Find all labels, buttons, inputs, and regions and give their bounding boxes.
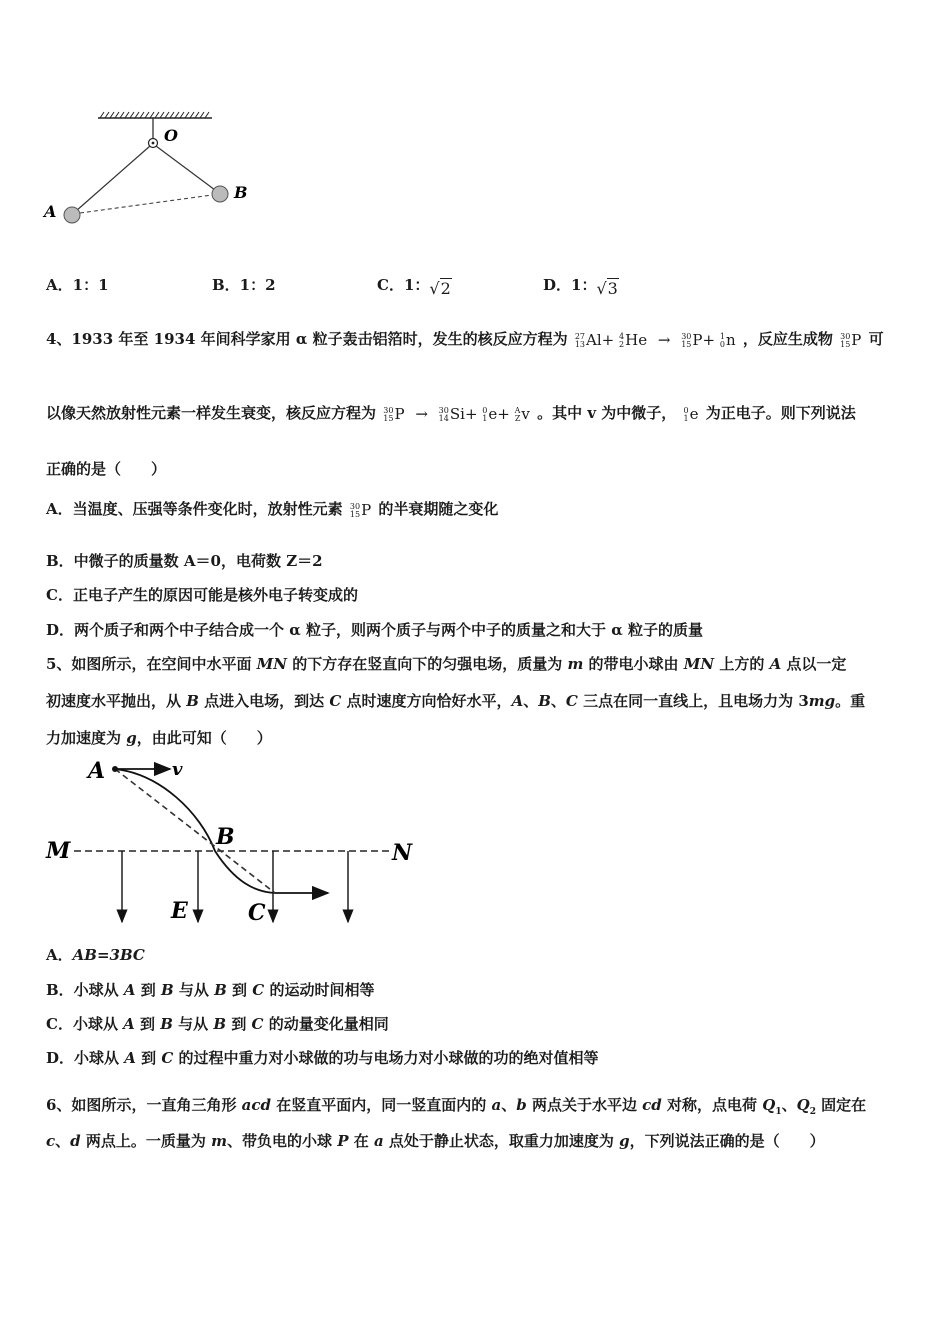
q4-option-a-p	[350, 501, 371, 519]
p-symbol: P	[692, 331, 703, 349]
q5-mg: mg	[808, 692, 836, 710]
q6-line-2	[46, 1130, 825, 1151]
q4-line2-prefix: 以像天然放射性元素一样发生衰变，核反应方程为	[46, 404, 377, 422]
q6-q1-sub: 1	[775, 1107, 782, 1117]
q5-optc-t3: 到	[226, 1015, 252, 1033]
label-m: M	[46, 838, 71, 864]
arrow: →	[657, 331, 671, 349]
q6-a2: a	[373, 1132, 384, 1150]
si-nums: 30 14	[438, 406, 449, 423]
q5-l3a: 力加速度为	[46, 729, 127, 747]
q6-b: b	[516, 1096, 527, 1114]
q6-l1e: 固定在	[815, 1096, 867, 1114]
point-a	[112, 766, 118, 772]
q5-c1: C	[329, 692, 342, 710]
q4-line1-prefix: 4、1933 年至 1934 年间科学家用 α 粒子轰击铝箔时，发生的核反应方程为	[46, 330, 568, 348]
p2-symbol: P	[394, 405, 405, 423]
opta-symbol: P	[361, 501, 372, 519]
q5-sep1: 、	[523, 692, 539, 710]
q6-acd: acd	[241, 1096, 272, 1114]
q4-line-3: 正确的是（ ）	[46, 460, 167, 478]
q5-l2a: 初速度水平抛出，从	[46, 692, 187, 710]
q5-optd-c: C	[161, 1049, 174, 1067]
q5-l1b: 的下方存在竖直向下的匀强电场，质量为	[287, 655, 568, 673]
q5-option-d[interactable]	[46, 1047, 599, 1068]
q3-option-d-label: D．1：	[543, 276, 597, 294]
q6-q2-sub: 2	[809, 1107, 816, 1117]
q5-opta-prefix: A．	[46, 946, 73, 964]
q6-l2a: 两点上。一质量为	[80, 1132, 212, 1150]
q6-q1: Q	[762, 1096, 776, 1114]
q3-option-a[interactable]: A．1：1	[46, 276, 109, 294]
q3-option-c-label: C．1：	[377, 276, 430, 294]
opta-nums: 30 15	[349, 502, 361, 519]
q3-option-b[interactable]: B．1：2	[212, 276, 276, 294]
pendulum-figure	[40, 105, 260, 235]
q5-optb-p: B．小球从	[46, 981, 124, 999]
n-nums: 1 0	[719, 332, 725, 349]
q4-option-a-suffix: 的半衰期随之变化	[378, 500, 499, 518]
q6-l2c: 在	[348, 1132, 374, 1150]
q5-optc-a: A	[123, 1015, 135, 1033]
label-a: A	[44, 202, 57, 221]
q4-option-d[interactable]: D．两个质子和两个中子结合成一个 α 粒子，则两个质子与两个中子的质量之和大于 α 粒子的质量	[46, 621, 703, 639]
e-symbol: e	[488, 405, 498, 423]
label-o: O	[164, 126, 178, 145]
ball-a	[64, 207, 80, 223]
plus-sign: +	[464, 405, 478, 423]
q5-l2b: 点进入电场，到达	[198, 692, 330, 710]
q4-option-a-prefix: A．当温度、压强等条件变化时，放射性元素	[46, 500, 343, 518]
q5-optc-c: C	[251, 1015, 264, 1033]
prod-nums: 30 15	[840, 332, 851, 349]
q6-m: m	[211, 1132, 227, 1150]
q4-line2-end: 为正电子。则下列说法	[705, 404, 856, 422]
q5-optb-t2: 与从	[173, 981, 215, 999]
sqrt-2-radicand: 2	[440, 279, 451, 298]
ball-b	[212, 186, 228, 202]
q5-optc-t4: 的动量变化量相同	[263, 1015, 389, 1033]
q5-l1d: 上方的	[714, 655, 770, 673]
p2-nums: 30 15	[383, 406, 394, 423]
q5-optb-t4: 的运动时间相等	[264, 981, 375, 999]
q6-a: a	[491, 1096, 502, 1114]
plus-sign: +	[497, 405, 510, 423]
q6-sep: 、	[501, 1096, 517, 1114]
q6-c: c	[46, 1132, 56, 1150]
al-symbol: Al	[586, 331, 602, 349]
q5-optb-c: C	[252, 981, 265, 999]
prod-symbol: P	[851, 331, 862, 349]
pos-nums: 0 1	[683, 406, 689, 423]
q6-q2: Q	[796, 1096, 810, 1114]
p-nums: 30 15	[681, 332, 692, 349]
q5-optc-b: B	[160, 1015, 173, 1033]
q5-l2d: 三点在同一直线上，且电场力为 3	[577, 692, 809, 710]
plus-sign: +	[601, 331, 615, 349]
q6-sep3: 、	[55, 1132, 71, 1150]
arrow-2: →	[415, 405, 428, 423]
q5-optd-t2: 的过程中重力对小球做的功与电场力对小球做的功的绝对值相等	[173, 1049, 599, 1067]
q5-optd-a: A	[124, 1049, 136, 1067]
q4-line-2	[46, 402, 856, 423]
q5-line-3	[46, 727, 272, 748]
q5-b1: B	[186, 692, 199, 710]
q5-optb-t3: 到	[226, 981, 253, 999]
q5-optb-b: B	[161, 981, 174, 999]
ceiling-hatch	[100, 112, 209, 118]
sqrt-3-radicand: 3	[607, 279, 618, 298]
q5-mn2: MN	[683, 655, 715, 673]
q5-l1a: 5、如图所示，在空间中水平面	[46, 655, 257, 673]
label-c: C	[248, 900, 266, 926]
q4-line1-end: 可	[868, 330, 884, 348]
q5-optb-b2: B	[214, 981, 227, 999]
q6-l1b: 在竖直平面内，同一竖直面内的	[271, 1096, 492, 1114]
q5-abc-b: B	[538, 692, 551, 710]
q5-l1e: 点以一定	[781, 655, 847, 673]
q5-line-1	[46, 653, 846, 674]
q5-optc-p: C．小球从	[46, 1015, 124, 1033]
q5-l1c: 的带电小球由	[583, 655, 684, 673]
q5-l3b: ，由此可知（ ）	[136, 729, 272, 747]
label-b: B	[234, 183, 248, 202]
e-nums: 0 1	[482, 406, 488, 423]
q6-l1c: 两点关于水平边	[526, 1096, 643, 1114]
pos-symbol: e	[689, 405, 699, 423]
pivot-dot	[152, 142, 155, 145]
label-n: N	[392, 840, 413, 866]
label-a: A	[88, 758, 106, 784]
q5-line-2	[46, 690, 865, 711]
q5-option-c[interactable]	[46, 1013, 389, 1034]
v-nums: A Z	[514, 406, 521, 423]
q5-optb-a: A	[123, 981, 136, 999]
q4-line-1	[46, 328, 884, 349]
q5-option-a[interactable]	[46, 944, 145, 965]
q3-option-c[interactable]	[377, 266, 452, 298]
q4-line2-mid: 。其中 v 为中微子，	[537, 404, 677, 422]
reaction-equation-2	[383, 405, 530, 423]
q6-sep2: 、	[781, 1096, 797, 1114]
positron	[684, 405, 699, 423]
q4-option-c[interactable]: C．正电子产生的原因可能是核外电子转变成的	[46, 586, 358, 604]
dashed-ab	[80, 195, 212, 213]
n-symbol: n	[725, 331, 736, 349]
q6-line-1	[46, 1094, 866, 1117]
q6-l1d: 对称，点电荷	[661, 1096, 763, 1114]
q5-mn1: MN	[256, 655, 287, 673]
plus-sign: +	[702, 331, 716, 349]
rod-ob	[156, 146, 215, 190]
q6-l2d: 点处于静止状态，取重力加速度为	[383, 1132, 620, 1150]
product-p	[840, 331, 861, 349]
field-figure	[40, 752, 420, 932]
q5-a1: A	[769, 655, 782, 673]
q4-option-b[interactable]: B．中微子的质量数 A＝0，电荷数 Z＝2	[46, 552, 323, 570]
q5-g: g	[126, 729, 137, 747]
v-symbol: v	[521, 405, 530, 423]
sqrt-3: √3	[596, 279, 618, 298]
q6-p: P	[337, 1132, 349, 1150]
q5-optd-t1: 到	[135, 1049, 162, 1067]
q5-optc-t2: 与从	[172, 1015, 214, 1033]
q5-optd-p: D．小球从	[46, 1049, 125, 1067]
q5-optc-b2: B	[213, 1015, 227, 1033]
q6-l2e: ，下列说法正确的是（ ）	[629, 1132, 825, 1150]
q6-g: g	[619, 1132, 630, 1150]
si-symbol: Si	[449, 405, 465, 423]
q5-l2c: 点时速度方向恰好水平，	[341, 692, 512, 710]
sqrt-2: √2	[429, 279, 451, 298]
q5-abc-a: A	[511, 692, 524, 710]
q5-m1: m	[567, 655, 584, 673]
q6-l1a: 6、如图所示，一直角三角形	[46, 1096, 242, 1114]
q5-optc-t1: 到	[134, 1015, 161, 1033]
q6-cd: cd	[642, 1096, 662, 1114]
q4-line1-mid: ，反应生成物	[742, 330, 833, 348]
q5-l2e: 。重	[835, 692, 866, 710]
q6-d: d	[70, 1132, 81, 1150]
label-b: B	[216, 824, 235, 850]
label-v: v	[172, 759, 183, 780]
q4-option-a[interactable]	[46, 498, 498, 519]
he-symbol: He	[625, 331, 648, 349]
he-nums: 4 2	[619, 332, 625, 349]
q3-option-d[interactable]	[543, 266, 619, 298]
reaction-equation-1	[575, 331, 736, 349]
q5-sep2: 、	[550, 692, 566, 710]
q5-optb-t1: 到	[135, 981, 161, 999]
al-nums: 27 13	[574, 332, 586, 349]
dashed-abc-line	[115, 769, 275, 893]
label-e: E	[171, 898, 188, 924]
q5-opta-text: AB=3BC	[72, 946, 145, 964]
q5-abc-c: C	[565, 692, 578, 710]
q6-l2b: 、带负电的小球	[226, 1132, 338, 1150]
rod-oa	[76, 146, 150, 211]
q5-option-b[interactable]	[46, 979, 374, 1000]
